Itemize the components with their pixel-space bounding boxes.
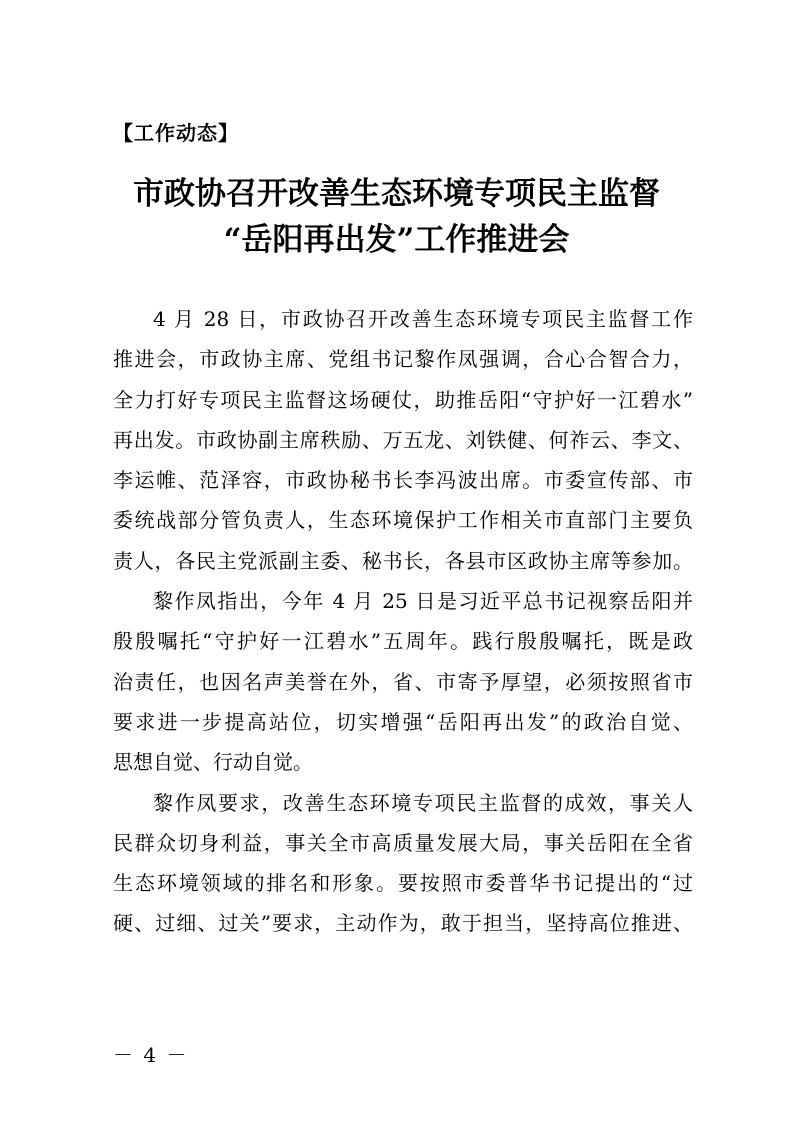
page-number: － 4 －	[113, 1043, 189, 1067]
paragraph-1-line-4: 再出发。市政协副主席秩励、万五龙、刘铁健、何祚云、李文、	[113, 427, 693, 452]
paragraph-2-line-1: 黎作凤指出，今年 4 月 25 日是习近平总书记视察岳阳并	[153, 589, 693, 614]
paragraph-3-line-4: 硬、过细、过关”要求，主动作为，敢于担当，坚持高位推进、	[113, 911, 693, 936]
paragraph-2-line-5: 思想自觉、行动自觉。	[113, 750, 313, 775]
article-body	[113, 299, 693, 944]
paragraph-1-line-2: 推进会，市政协主席、党组书记黎作凤强调，合心合智合力，	[113, 347, 693, 372]
paragraph-1-line-6: 委统战部分管负责人，生态环境保护工作相关市直部门主要负	[113, 508, 693, 533]
paragraph-1-line-1: 4 月 28 日，市政协召开改善生态环境专项民主监督工作	[153, 307, 693, 331]
paragraph-2-line-3: 治责任，也因名声美誉在外，省、市寄予厚望，必须按照省市	[113, 669, 693, 694]
section-label: 【工作动态】	[113, 121, 239, 145]
paragraph-3-line-2: 民群众切身利益，事关全市高质量发展大局，事关岳阳在全省	[113, 830, 693, 855]
paragraph-1-line-7: 责人，各民主党派副主委、秘书长，各县市区政协主席等参加。	[113, 548, 693, 573]
article-title-line-2: “岳阳再出发”工作推进会	[223, 222, 570, 258]
paragraph-3-line-3: 生态环境领域的排名和形象。要按照市委普华书记提出的“过	[113, 871, 693, 896]
paragraph-2-line-4: 要求进一步提高站位，切实增强“岳阳再出发”的政治自觉、	[113, 709, 693, 734]
paragraph-1-line-3: 全力打好专项民主监督这场硬仗，助推岳阳“守护好一江碧水”	[113, 387, 693, 412]
paragraph-1-line-5: 李运帷、范泽容，市政协秘书长李冯波出席。市委宣传部、市	[113, 468, 693, 493]
paragraph-2-line-2: 殷殷嘱托“守护好一江碧水”五周年。践行殷殷嘱托，既是政	[113, 629, 693, 654]
article-title-line-1: 市政协召开改善生态环境专项民主监督	[133, 176, 660, 212]
paragraph-3-line-1: 黎作凤要求，改善生态环境专项民主监督的成效，事关人	[153, 790, 693, 815]
